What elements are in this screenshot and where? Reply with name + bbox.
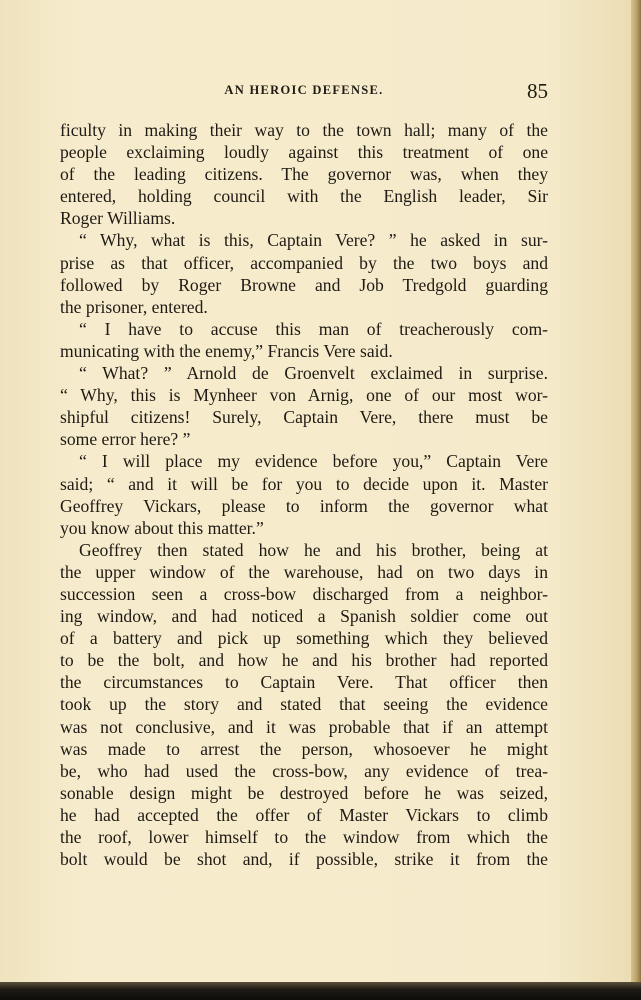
text-line: ing window, and had noticed a Spanish soldier come out — [60, 606, 548, 627]
text-line: said; “ and it will be for you to decide upon it. Master — [60, 473, 548, 494]
running-head: AN HEROIC DEFENSE. — [224, 83, 384, 97]
text-line: ficulty in making their way to the town hall; many of the — [60, 120, 548, 140]
text-line: Geoffrey Vickars, please to inform the governor what — [60, 495, 548, 516]
text-line: be, who had used the cross-bow, any evidence of trea- — [60, 760, 548, 781]
text-line: “ What? ” Arnold de Groenvelt exclaimed in surprise. — [79, 363, 548, 384]
text-line: “ I will place my evidence before you,” Captain Vere — [79, 451, 548, 472]
text-line: the prisoner, entered. — [60, 296, 208, 317]
text-line: the circumstances to Captain Vere. That officer then — [60, 672, 548, 693]
text-line: of the leading citizens. The governor was, when they — [60, 164, 548, 185]
text-line: was made to arrest the person, whosoever he might — [60, 738, 548, 759]
text-line: to be the bolt, and how he and his brother had reported — [60, 650, 548, 671]
text-line: Roger Williams. — [60, 208, 176, 229]
text-line: prise as that officer, accompanied by the two boys and — [60, 252, 548, 273]
page-edge — [631, 0, 641, 1000]
text-line: municating with the enemy,” Francis Vere said. — [60, 340, 393, 361]
text-line: Geoffrey then stated how he and his brother, being at — [79, 539, 548, 560]
text-line: followed by Roger Browne and Job Tredgold guarding — [60, 274, 548, 295]
text-line: was not conclusive, and it was probable that if an attempt — [60, 716, 548, 737]
text-line: shipful citizens! Surely, Captain Vere, there must be — [60, 407, 548, 428]
text-line: people exclaiming loudly against this treatment of one — [60, 142, 548, 163]
text-line: you know about this matter.” — [60, 517, 264, 538]
text-line: “ I have to accuse this man of treacherously com- — [79, 318, 548, 339]
page-number: 85 — [527, 79, 548, 103]
text-line: he had accepted the offer of Master Vickars to climb — [60, 804, 548, 825]
scan-bottom-edge — [0, 982, 641, 1000]
body-text — [60, 119, 548, 870]
text-line: “ Why, what is this, Captain Vere? ” he asked in sur- — [79, 230, 548, 251]
text-line: of a battery and pick up something which they believed — [60, 628, 548, 649]
text-line: entered, holding council with the English leader, Sir — [60, 186, 548, 207]
text-line: sonable design might be destroyed before he was seized, — [60, 782, 548, 803]
page-header — [60, 80, 548, 104]
text-line: some error here? ” — [60, 429, 191, 450]
text-line: the roof, lower himself to the window from which the — [60, 827, 548, 847]
text-line: succession seen a cross-bow discharged from a neighbor- — [60, 583, 548, 604]
text-line: “ Why, this is Mynheer von Arnig, one of our most wor- — [60, 385, 548, 406]
text-line: took up the story and stated that seeing the evidence — [60, 694, 548, 715]
text-line: bolt would be shot and, if possible, strike it from the — [60, 849, 548, 870]
text-line: the upper window of the warehouse, had on two days in — [60, 561, 548, 582]
